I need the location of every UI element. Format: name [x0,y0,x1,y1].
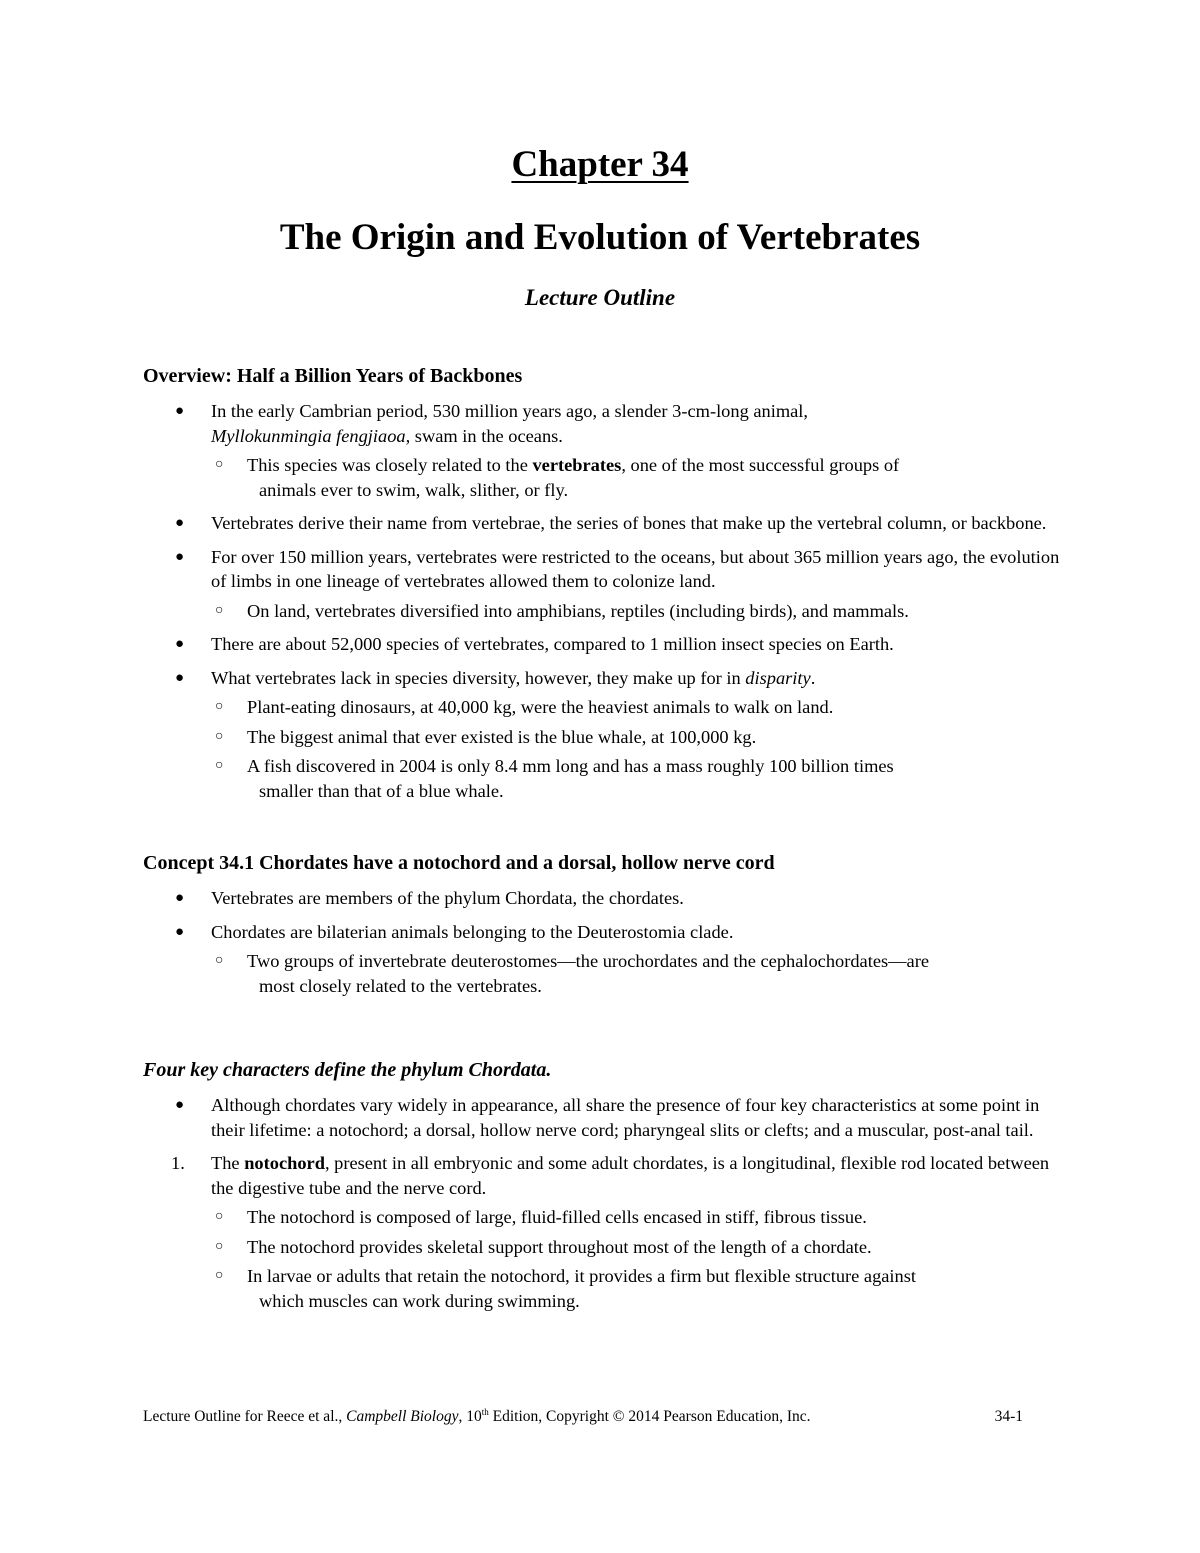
bullet-icon: ● [175,669,185,686]
list-item: ● Although chordates vary widely in appearance, all share the presence of four key characteristics at some point in their lifetime: a notochord; a dorsal, hollow nerve cord; pharyngeal slits or clefts; and a muscular, post-anal tail. [175,1095,1040,1140]
page-footer: Lecture Outline for Reece et al., Campbell Biology, 10th Edition, Copyright © 2014 Pearson Education, Inc. 34-1 [143,1406,1023,1425]
main-content [143,362,1068,1313]
sub-bullet-icon: ○ [215,602,224,618]
list-item: ● Vertebrates derive their name from vertebrae, the series of bones that make up the vertebral column, or backbone. [143,511,1068,536]
sub-bullet-icon: ○ [215,953,224,968]
sub-bullet-icon: ○ [215,1238,224,1254]
list-item: ● Vertebrates are members of the phylum Chordata, the chordates. [143,886,1068,911]
bullet-icon: ● [175,636,185,652]
sub-list-item: ○ Two groups of invertebrate deuterostomes—the urochordates and the cephalochordates—are most closely related to the vertebrates. [215,951,929,996]
list-number: 1. [171,1153,185,1173]
sub-bullet-icon: ○ [215,728,224,744]
overview-heading: Overview: Half a Billion Years of Backbones [143,365,523,387]
document-subtitle: Lecture Outline [524,285,676,310]
sub-list-item: ○ A fish discovered in 2004 is only 8.4 mm long and has a mass roughly 100 billion times smaller than that of a blue whale. [215,756,894,801]
bullet-icon: ● [175,548,185,565]
sub-list-item: ○ The biggest animal that ever existed is the blue whale, at 100,000 kg. [143,725,1068,750]
four-key-heading: Four key characters define the phylum Chordata. [143,1059,552,1081]
concept-list [143,886,1068,998]
sub-list-item: ○ This species was closely related to the vertebrates, one of the most successful groups of animals ever to swim, walk, slither, or fly. [215,455,900,500]
concept-heading: Concept 34.1 Chordates have a notochord and a dorsal, hollow nerve cord [143,852,775,874]
list-item: ● For over 150 million years, vertebrates were restricted to the oceans, but about 365 million years ago, the evolution of limbs in one lineage of vertebrates allowed them to colonize land. ○ On land, vertebrates diversified into amphibians, reptiles (including birds), and mammals. [143,545,1068,624]
bullet-icon: ● [175,923,185,940]
overview-list [143,399,1068,803]
bullet-icon: ● [175,1097,185,1113]
sub-bullet-icon: ○ [215,1268,224,1283]
sub-bullet-icon: ○ [215,457,224,472]
sub-list-item: ○ The notochord is composed of large, fluid-filled cells encased in stiff, fibrous tissue. [143,1205,1068,1230]
numbered-item: 1. The notochord, present in all embryonic and some adult chordates, is a longitudinal, flexible rod located between the digestive tube and the nerve cord. ○ The notochord is composed of large, fluid-filled cells encased in stiff, fibrous tissue. ○ The notochord provides skeletal support throughout most of the length of a chordate. ○ In larvae or adults that retain the notochord, it provides a firm but flexible structure against which muscles can work during swimming. [143,1151,1068,1313]
bullet-icon: ● [175,515,185,531]
four-key-list [143,1093,1068,1313]
page-number: 34-1 [994,1408,1023,1425]
list-item: ● Chordates are bilaterian animals belonging to the Deuterostomia clade. ○ Two groups of invertebrate deuterostomes—the urochordates and the cephalochordates—are most closely related to the vertebrates. [143,920,1068,999]
document-title: The Origin and Evolution of Vertebrates [279,217,921,258]
bullet-icon: ● [175,890,185,906]
sub-bullet-icon: ○ [215,758,224,773]
bullet-icon: ● [175,403,185,419]
sub-bullet-icon: ○ [215,699,224,714]
list-item: ● In the early Cambrian period, 530 million years ago, a slender 3-cm-long animal, Myllokunmingia fengjiaoa, swam in the oceans. ○ This species was closely related to the vertebrates, one of the most successful groups of animals ever to swim, walk, slither, or fly. [143,399,1068,502]
sub-bullet-icon: ○ [215,1209,224,1224]
list-item: ● There are about 52,000 species of vertebrates, compared to 1 million insect species on Earth. [143,632,1068,657]
sub-list-item: ○ Plant-eating dinosaurs, at 40,000 kg, were the heaviest animals to walk on land. [143,695,1068,720]
sub-list-item: ○ The notochord provides skeletal support throughout most of the length of a chordate. [143,1235,1068,1260]
sub-list-item: ○ On land, vertebrates diversified into amphibians, reptiles (including birds), and mammals. [143,599,1068,624]
chapter-heading: Chapter 34 [511,144,689,185]
list-item: ● What vertebrates lack in species diversity, however, they make up for in disparity. ○ Plant-eating dinosaurs, at 40,000 kg, were the heaviest animals to walk on land. ○ The biggest animal that ever existed is the blue whale, at 100,000 kg. ○ A fish discovered in 2004 is only 8.4 mm long and has a mass roughly 100 billion times smaller than that of a blue whale. [143,666,1068,804]
sub-list-item: ○ In larvae or adults that retain the notochord, it provides a firm but flexible structure against which muscles can work during swimming. [215,1266,917,1311]
